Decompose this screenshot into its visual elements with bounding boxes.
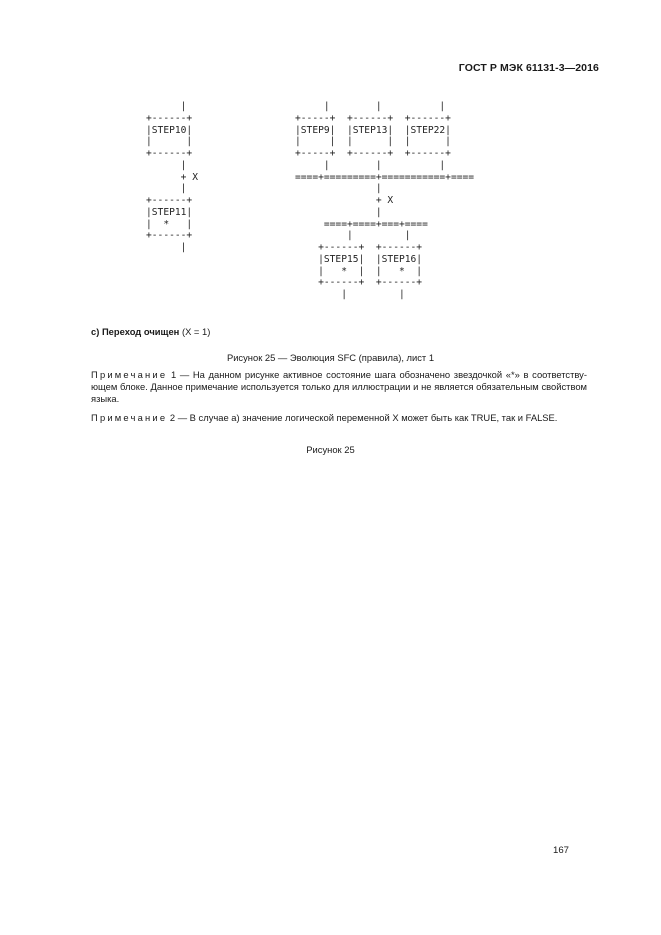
subfigure-caption-condition: (X = 1) (181, 326, 211, 337)
subfigure-caption-label: с) Переход очищен (91, 326, 180, 337)
page-number: 167 (552, 845, 569, 856)
sfc-diagram-left: | +------+ |STEP10| | | +------+ | + X | +------+ |STEP11| | * | +------+ | (146, 101, 198, 253)
figure-title: Рисунок 25 — Эволюция SFC (правила), лист 1 (226, 352, 435, 363)
note-2 (91, 412, 587, 424)
note-1-text: 1 — На данном рисунке активное состояние шага обозначено звездочкой «*» в соответствующем блоке. Данное примечание используется только для иллюстрации и не является обязательным свойством языка. (91, 369, 587, 405)
standard-header: ГОСТ Р МЭК 61131-3—2016 (458, 62, 599, 74)
sfc-diagram-right: | | | +-----+ +------+ +------+ |STEP9| |STEP13| |STEP22| | | | | | | +-----+ +------+ +------+ | | | ====+=========+===========+==== | + X | ====+====+===+==== | | +------+ +------+ |STEP15| |STEP16| | * | | * | +------+ +------+ | | (295, 101, 475, 300)
note-1-lead: Примечание (91, 369, 168, 380)
note-2-text: 2 — В случае а) значение логической переменной X может быть как TRUE, так и FALSE. (169, 412, 558, 423)
subfigure-caption (91, 326, 210, 337)
figure-footer: Рисунок 25 (306, 444, 355, 455)
note-1 (91, 369, 587, 406)
note-2-lead: Примечание (91, 412, 168, 423)
